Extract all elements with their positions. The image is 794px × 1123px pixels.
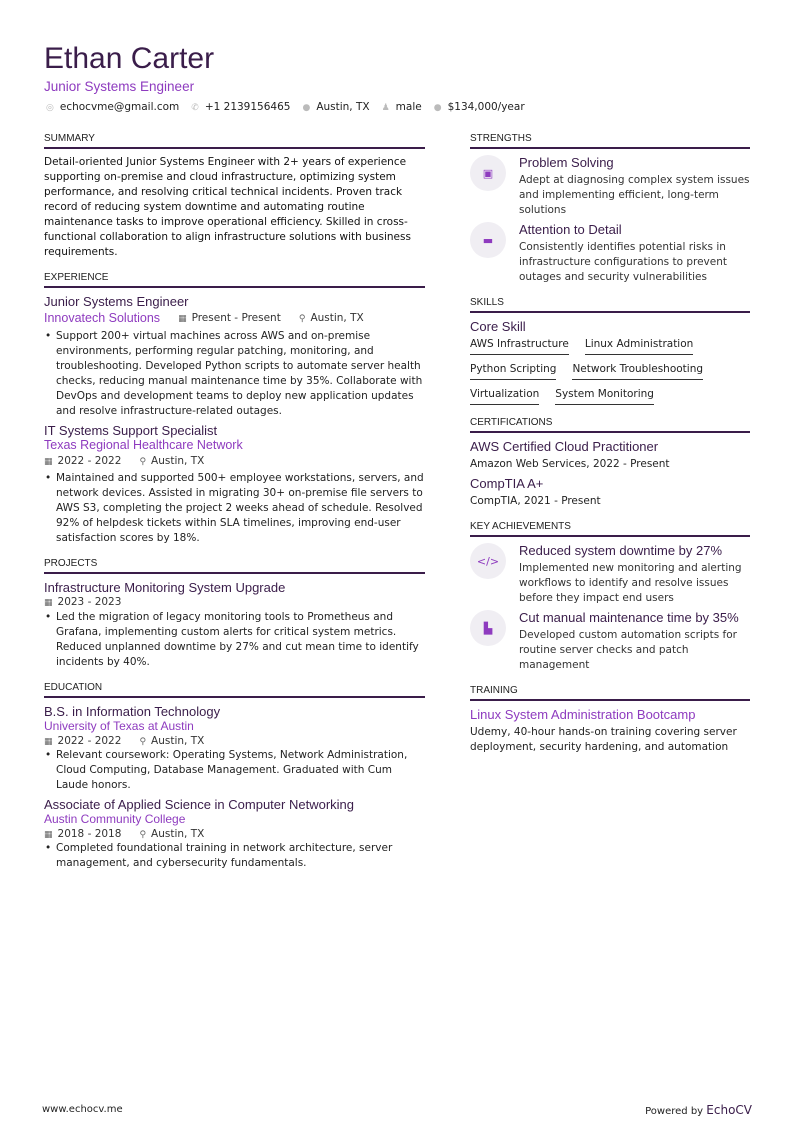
bullet: • Completed foundational training in network architecture, server management, and cybersecurity fundamentals. <box>44 841 425 871</box>
degree: B.S. in Information Technology <box>44 704 221 719</box>
calendar-icon: ▦ <box>178 314 187 324</box>
dates: 2022 - 2022 <box>57 455 122 467</box>
training-detail: Udemy, 40-hour hands-on training covering server deployment, security hardening, and automation <box>470 726 737 753</box>
achievement-item <box>470 543 750 606</box>
dates: 2018 - 2018 <box>57 828 122 840</box>
degree: Associate of Applied Science in Computer Networking <box>44 797 354 812</box>
bullet: • Support 200+ virtual machines across AWS and on-premise environments, performing regular patching, monitoring, and troubleshooting. Developed Python scripts to automate server health checks, reducing manual maintenance time by 35%. Collaborate with DevOps and development teams to deploy new application updates and resolve infrastructure-related outages. <box>44 329 425 419</box>
calendar-icon: ▣ <box>470 155 506 191</box>
education-item <box>44 797 425 871</box>
strength-title: Attention to Detail <box>519 222 622 237</box>
bullet: • Maintained and supported 500+ employee workstations, servers, and network devices. Assisted in migrating 30+ on-premise file servers to AWS S3, completing the project 2 weeks ahead of schedule. Resolved 92% of helpdesk tickets within SLA timelines, improving end-user satisfaction scores by 18%. <box>44 471 425 546</box>
education-item <box>44 704 425 793</box>
email-icon: ◎ <box>46 103 54 113</box>
experience-section <box>44 272 425 546</box>
location: Austin, TX <box>151 828 205 840</box>
salary: $134,000/year <box>447 101 525 113</box>
bullet: • Relevant coursework: Operating Systems, Network Administration, Cloud Computing, Database Management. Graduated with Cum Laude honors. <box>44 748 425 793</box>
calendar-icon: ▦ <box>44 598 53 608</box>
location-icon: ⚲ <box>139 457 147 467</box>
skills-section <box>470 297 750 405</box>
training-section <box>470 685 750 755</box>
email[interactable]: echocvme@gmail.com <box>59 101 180 113</box>
powered-by <box>645 1103 752 1117</box>
location-icon: ⚲ <box>298 314 306 324</box>
section-heading: SUMMARY <box>44 133 425 149</box>
dates: 2023 - 2023 <box>57 596 122 608</box>
cert-name: AWS Certified Cloud Practitioner <box>470 439 659 454</box>
strengths-section <box>470 133 750 285</box>
website-link[interactable]: www.echocv.me <box>42 1104 123 1115</box>
gender: male <box>395 101 422 113</box>
candidate-name: Ethan Carter <box>44 42 215 75</box>
left-column <box>44 133 425 883</box>
school: Austin Community College <box>44 812 186 826</box>
location-icon: ⚲ <box>139 737 147 747</box>
achievement-title: Reduced system downtime by 27% <box>519 543 723 558</box>
location: Austin, TX <box>310 312 364 324</box>
section-heading: CERTIFICATIONS <box>470 417 750 433</box>
section-heading: KEY ACHIEVEMENTS <box>470 521 750 537</box>
location: Austin, TX <box>151 455 205 467</box>
phone-icon: ✆ <box>191 103 199 113</box>
summary-text: Detail-oriented Junior Systems Engineer with 2+ years of experience supporting on-premise and cloud infrastructure, optimizing system performance, and resolving critical technical incidents. Proven track record of reducing system downtime and automating routine maintenance tasks to improve operational efficiency. Skilled in cross-functional collaboration to align infrastructure solutions with business requirements. <box>44 156 411 258</box>
skill-tag: Linux Administration <box>585 338 693 355</box>
location: Austin, TX <box>316 101 370 113</box>
achievements-section <box>470 521 750 673</box>
bullet: • Led the migration of legacy monitoring tools to Prometheus and Grafana, implementing custom alerts for critical system metrics. Reduced unplanned downtime by 27% and cut mean time to identify incidents by 40%. <box>44 610 425 670</box>
summary-section <box>44 133 425 260</box>
strength-item <box>470 222 750 285</box>
battery-icon: ▬ <box>470 222 506 258</box>
location: Austin, TX <box>151 735 205 747</box>
section-heading: EDUCATION <box>44 682 425 698</box>
section-heading: TRAINING <box>470 685 750 701</box>
cert-name: CompTIA A+ <box>470 476 544 491</box>
achievement-text: Implemented new monitoring and alerting workflows to identify and resolve issues before they impact end users <box>519 562 742 604</box>
education-section <box>44 682 425 871</box>
skill-tag: System Monitoring <box>555 388 654 405</box>
location-icon: ⚲ <box>139 830 147 840</box>
achievement-text: Developed custom automation scripts for routine server checks and patch management <box>519 629 737 671</box>
projects-section <box>44 558 425 670</box>
calendar-icon: ▦ <box>44 737 53 747</box>
calendar-icon: ▦ <box>44 457 53 467</box>
strength-text: Adept at diagnosing complex system issues and implementing efficient, long-term solutions <box>519 174 750 216</box>
section-heading: STRENGTHS <box>470 133 750 149</box>
skill-tag: Virtualization <box>470 388 539 405</box>
file-icon: ▙ <box>470 610 506 646</box>
strength-text: Consistently identifies potential risks in infrastructure configurations to prevent outages and security vulnerabilities <box>519 241 728 283</box>
skill-tag: Network Troubleshooting <box>572 363 703 380</box>
company: Texas Regional Healthcare Network <box>44 438 243 452</box>
project-name: Infrastructure Monitoring System Upgrade <box>44 580 286 595</box>
cert-detail: Amazon Web Services, 2022 - Present <box>470 458 670 470</box>
location-icon: ● <box>302 103 311 113</box>
calendar-icon: ▦ <box>44 830 53 840</box>
section-heading: SKILLS <box>470 297 750 313</box>
section-heading: PROJECTS <box>44 558 425 574</box>
achievement-item <box>470 610 750 673</box>
strength-title: Problem Solving <box>519 155 614 170</box>
candidate-title: Junior Systems Engineer <box>44 79 195 94</box>
contact-bar <box>46 101 525 113</box>
role: IT Systems Support Specialist <box>44 423 218 438</box>
achievement-title: Cut manual maintenance time by 35% <box>519 610 739 625</box>
experience-item <box>44 423 425 546</box>
section-heading: EXPERIENCE <box>44 272 425 288</box>
person-icon: ♟ <box>381 103 390 113</box>
training-name: Linux System Administration Bootcamp <box>470 707 696 722</box>
experience-item <box>44 294 425 419</box>
role: Junior Systems Engineer <box>44 294 189 309</box>
skill-group: Core Skill <box>470 319 526 334</box>
strength-item <box>470 155 750 218</box>
certifications-section <box>470 417 750 509</box>
skill-tag: AWS Infrastructure <box>470 338 569 355</box>
powered-label: Powered by <box>645 1106 704 1117</box>
company: Innovatech Solutions <box>44 311 161 325</box>
brand-logo: EchoCV <box>706 1103 752 1117</box>
money-icon: ● <box>433 103 442 113</box>
dates: Present - Present <box>191 312 281 324</box>
dates: 2022 - 2022 <box>57 735 122 747</box>
school: University of Texas at Austin <box>44 719 194 733</box>
skill-tag: Python Scripting <box>470 363 556 380</box>
code-icon: </> <box>470 543 506 579</box>
cert-detail: CompTIA, 2021 - Present <box>470 495 601 507</box>
phone: +1 2139156465 <box>204 101 291 113</box>
right-column <box>470 133 750 755</box>
